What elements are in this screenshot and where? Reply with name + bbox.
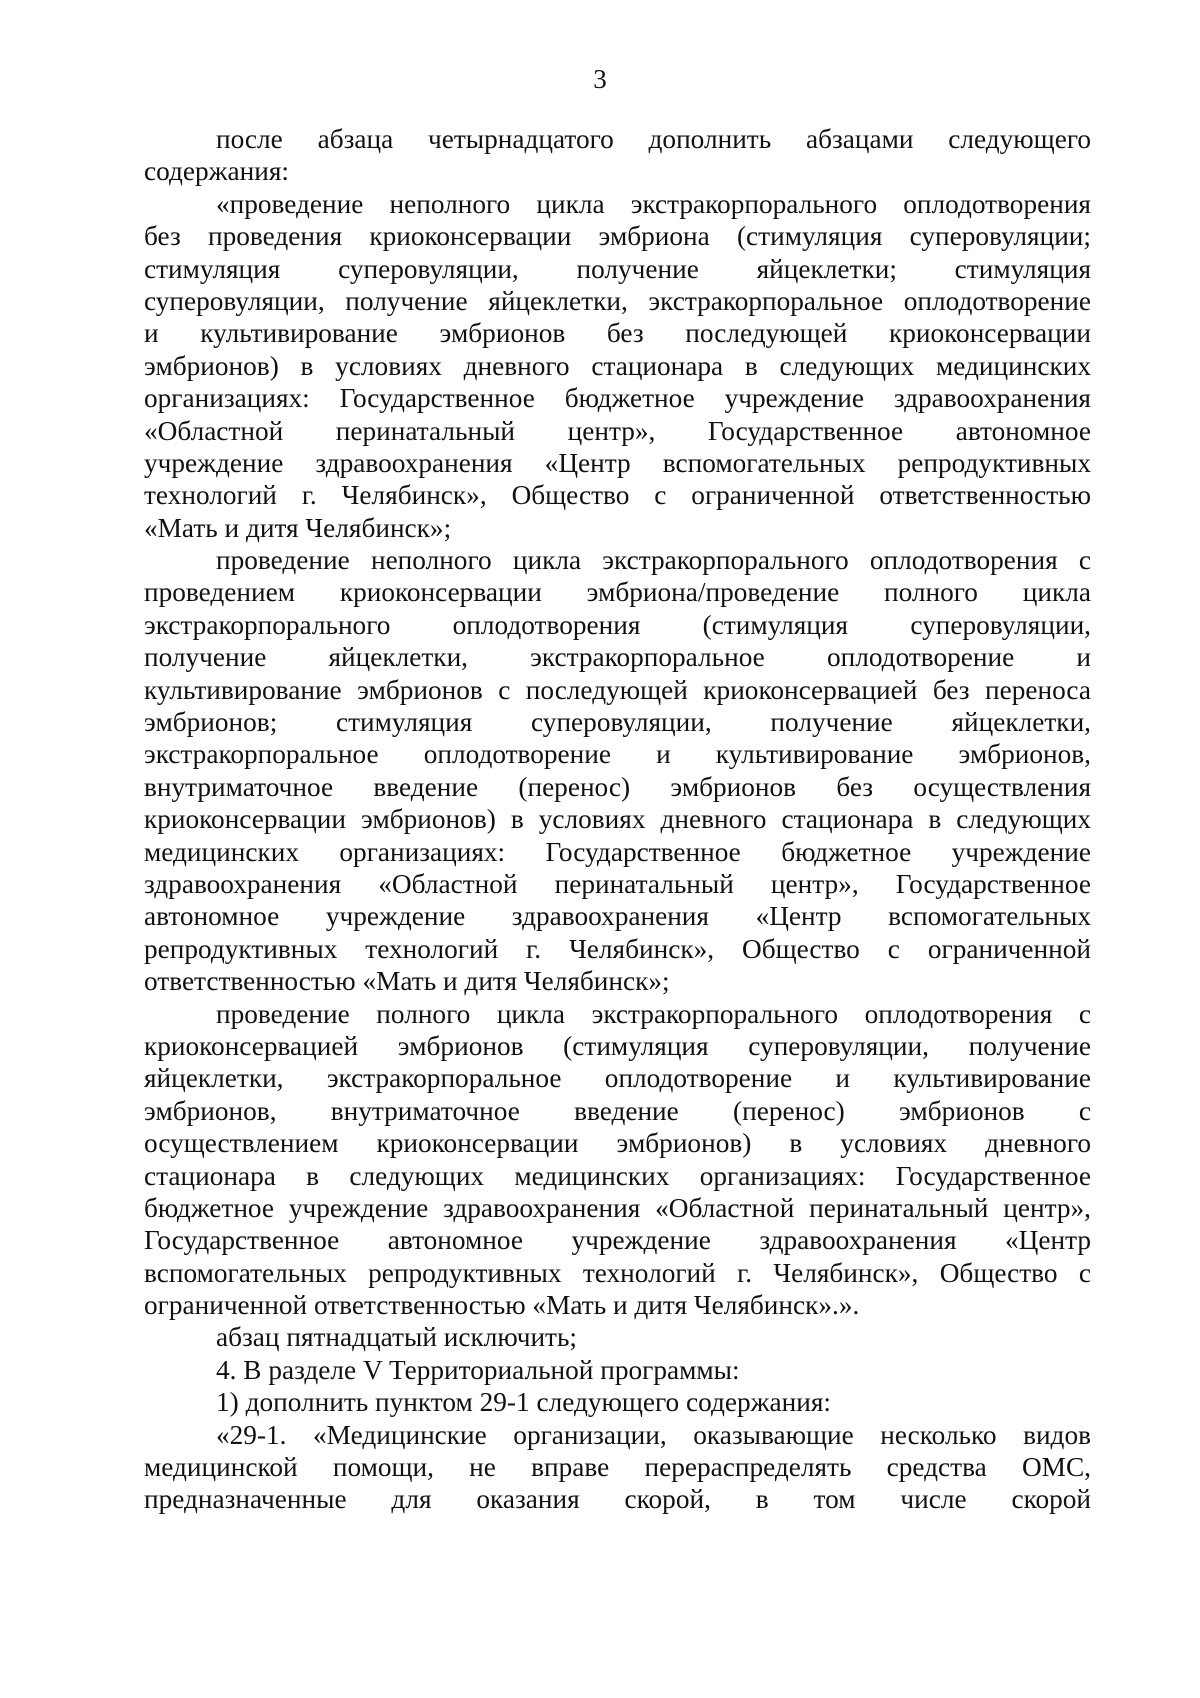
text-line: медицинских организациях: Государственное бюджетное учреждение: [144, 836, 1091, 867]
text-line: вспомогательных репродуктивных технологий г. Челябинск», Общество с: [144, 1257, 1091, 1288]
text-line: «29-1. «Медицинские организации, оказывающие несколько видов: [216, 1419, 1091, 1450]
paragraph: [144, 1386, 1091, 1418]
text-line: и культивирование эмбрионов без последующей криоконсервации: [144, 318, 1091, 349]
text-line: содержания:: [144, 156, 289, 187]
paragraph: [144, 1321, 1091, 1353]
text-line: проведение полного цикла экстракорпорального оплодотворения с: [216, 998, 1091, 1029]
text-line: ответственностью «Мать и дитя Челябинск»;: [144, 966, 670, 997]
text-line: «проведение неполного цикла экстракорпорального оплодотворения: [216, 188, 1091, 219]
text-line: эмбрионов) в условиях дневного стационара в следующих медицинских: [144, 350, 1091, 381]
text-line: ограниченной ответственностью «Мать и дитя Челябинск».».: [144, 1290, 860, 1321]
text-line: стимуляция суперовуляции, получение яйцеклетки; стимуляция: [144, 253, 1091, 284]
text-line: технологий г. Челябинск», Общество с ограниченной ответственностью: [144, 480, 1091, 511]
text-line: проведением криоконсервации эмбриона/проведение полного цикла: [144, 577, 1091, 608]
text-line: абзац пятнадцатый исключить;: [216, 1322, 578, 1353]
document-body: [144, 123, 1091, 1516]
paragraph: [144, 123, 1091, 188]
text-line: осуществлением криоконсервации эмбрионов) в условиях дневного: [144, 1128, 1091, 1159]
page-number: 3: [593, 64, 607, 94]
text-line: получение яйцеклетки, экстракорпоральное оплодотворение и: [144, 642, 1091, 673]
text-line: «Мать и дитя Челябинск»;: [144, 512, 452, 543]
text-line: Государственное автономное учреждение здравоохранения «Центр: [144, 1225, 1091, 1256]
paragraph: [144, 1419, 1091, 1516]
text-line: здравоохранения «Областной перинатальный центр», Государственное: [144, 868, 1091, 899]
text-line: внутриматочное введение (перенос) эмбрионов без осуществления: [144, 771, 1091, 802]
text-line: предназначенные для оказания скорой, в том числе скорой: [144, 1484, 1091, 1515]
text-line: автономное учреждение здравоохранения «Центр вспомогательных: [144, 901, 1091, 932]
text-line: 4. В разделе V Территориальной программы:: [216, 1354, 740, 1385]
text-line: проведение неполного цикла экстракорпорального оплодотворения с: [216, 545, 1091, 576]
text-line: суперовуляции, получение яйцеклетки, экстракорпоральное оплодотворение: [144, 285, 1091, 316]
text-line: медицинской помощи, не вправе перераспределять средства ОМС,: [144, 1452, 1091, 1483]
text-line: яйцеклетки, экстракорпоральное оплодотворение и культивирование: [144, 1063, 1091, 1094]
text-line: 1) дополнить пунктом 29-1 следующего содержания:: [216, 1387, 831, 1418]
text-line: организациях: Государственное бюджетное учреждение здравоохранения: [144, 383, 1091, 414]
paragraph: [144, 998, 1091, 1322]
text-line: эмбрионов, внутриматочное введение (перенос) эмбрионов с: [144, 1095, 1091, 1126]
text-line: криоконсервацией эмбрионов (стимуляция суперовуляции, получение: [144, 1030, 1091, 1061]
text-line: бюджетное учреждение здравоохранения «Областной перинатальный центр»,: [144, 1192, 1091, 1223]
paragraph: [144, 544, 1091, 997]
text-line: без проведения криоконсервации эмбриона (стимуляция суперовуляции;: [144, 221, 1091, 252]
paragraph: [144, 188, 1091, 544]
text-line: учреждение здравоохранения «Центр вспомогательных репродуктивных: [144, 447, 1091, 478]
text-line: «Областной перинатальный центр», Государственное автономное: [144, 415, 1091, 446]
text-line: после абзаца четырнадцатого дополнить абзацами следующего: [216, 124, 1091, 154]
text-line: репродуктивных технологий г. Челябинск», Общество с ограниченной: [144, 933, 1091, 964]
text-line: криоконсервации эмбрионов) в условиях дневного стационара в следующих: [144, 804, 1091, 835]
text-line: эмбрионов; стимуляция суперовуляции, получение яйцеклетки,: [144, 707, 1091, 738]
text-line: экстракорпоральное оплодотворение и культивирование эмбрионов,: [144, 739, 1091, 770]
paragraph: [144, 1354, 1091, 1386]
text-line: стационара в следующих медицинских организациях: Государственное: [144, 1160, 1091, 1191]
text-line: экстракорпорального оплодотворения (стимуляция суперовуляции,: [144, 609, 1091, 640]
text-line: культивирование эмбрионов с последующей криоконсервацией без переноса: [144, 674, 1091, 705]
